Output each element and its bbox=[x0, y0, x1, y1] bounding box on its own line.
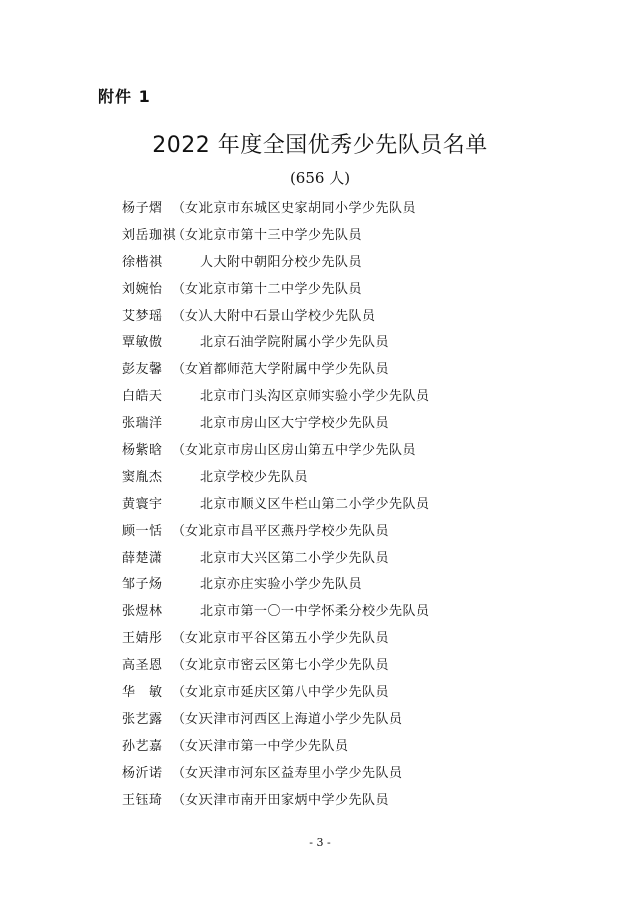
member-school: 天津市河东区益寿里小学少先队员 bbox=[200, 765, 403, 781]
list-item bbox=[122, 707, 430, 734]
member-count: (656 人) bbox=[289, 169, 351, 187]
list-item bbox=[122, 761, 430, 788]
member-name: 王钰琦 bbox=[122, 792, 163, 808]
member-name: 张瑞洋 bbox=[122, 416, 163, 432]
member-gender bbox=[172, 250, 200, 277]
member-name: 高圣恩 bbox=[122, 658, 163, 674]
member-name: 孙艺嘉 bbox=[122, 738, 163, 754]
member-name: 彭友馨 bbox=[122, 362, 163, 378]
member-school: 首都师范大学附属中学少先队员 bbox=[200, 362, 390, 378]
member-gender: （女） bbox=[172, 281, 212, 297]
member-gender bbox=[172, 599, 200, 626]
member-school: 北京市第一〇一中学怀柔分校少先队员 bbox=[200, 604, 430, 620]
member-school: 北京市房山区大宁学校少先队员 bbox=[200, 416, 390, 432]
member-school: 北京石油学院附属小学少先队员 bbox=[200, 335, 390, 351]
member-school: 北京市密云区第七小学少先队员 bbox=[200, 658, 390, 674]
list-item bbox=[122, 546, 430, 573]
member-gender: （女） bbox=[172, 201, 212, 216]
member-school: 北京市顺义区牛栏山第二小学少先队员 bbox=[200, 496, 430, 512]
member-name: 顾一恬 bbox=[122, 523, 163, 539]
member-name: 刘岳珈祺 bbox=[122, 227, 177, 243]
list-item bbox=[122, 465, 430, 492]
member-school: 人大附中朝阳分校少先队员 bbox=[200, 254, 363, 270]
list-item bbox=[122, 653, 430, 680]
list-item bbox=[122, 196, 430, 223]
member-school: 天津市南开田家炳中学少先队员 bbox=[200, 792, 390, 808]
member-school: 北京学校少先队员 bbox=[200, 469, 309, 485]
member-name: 薛楚潇 bbox=[122, 550, 163, 566]
member-list bbox=[122, 196, 430, 814]
list-item bbox=[122, 734, 430, 761]
list-item bbox=[122, 411, 430, 438]
member-gender bbox=[172, 546, 200, 573]
member-gender bbox=[172, 384, 200, 411]
member-school: 北京市延庆区第八中学少先队员 bbox=[200, 685, 390, 701]
member-gender bbox=[172, 465, 200, 492]
member-school: 北京市房山区房山第五中学少先队员 bbox=[200, 443, 417, 459]
member-name: 王婧彤 bbox=[122, 631, 163, 647]
member-name: 杨沂诺 bbox=[122, 765, 163, 781]
member-name: 窦胤杰 bbox=[122, 469, 163, 485]
member-gender bbox=[172, 411, 200, 438]
member-name: 杨紫晗 bbox=[122, 443, 163, 459]
member-school: 北京市平谷区第五小学少先队员 bbox=[200, 631, 390, 647]
list-item bbox=[122, 384, 430, 411]
list-item bbox=[122, 277, 430, 304]
member-name: 刘婉怡 bbox=[122, 281, 163, 297]
member-gender bbox=[172, 572, 200, 599]
member-gender: （女） bbox=[172, 443, 212, 459]
list-item bbox=[122, 626, 430, 653]
member-gender: （女） bbox=[172, 631, 212, 647]
member-gender: （女） bbox=[172, 711, 212, 727]
member-name: 邹子炀 bbox=[122, 577, 163, 593]
member-school: 天津市河西区上海道小学少先队员 bbox=[200, 711, 403, 727]
member-gender: （女） bbox=[172, 308, 212, 324]
member-school: 北京市东城区史家胡同小学少先队员 bbox=[200, 201, 417, 216]
attachment-label: 附件 1 bbox=[98, 87, 151, 106]
member-name: 白皓天 bbox=[122, 389, 163, 405]
member-name: 张煜林 bbox=[122, 604, 163, 620]
member-gender: （女） bbox=[172, 685, 212, 701]
member-name: 艾梦瑶 bbox=[122, 308, 163, 324]
member-gender bbox=[172, 330, 200, 357]
member-school: 人大附中石景山学校少先队员 bbox=[200, 308, 376, 324]
member-school: 北京市门头沟区京师实验小学少先队员 bbox=[200, 389, 430, 405]
member-gender: （女） bbox=[172, 523, 212, 539]
list-item bbox=[122, 250, 430, 277]
list-item bbox=[122, 788, 430, 815]
member-school: 北京市大兴区第二小学少先队员 bbox=[200, 550, 390, 566]
member-school: 北京市昌平区燕丹学校少先队员 bbox=[200, 523, 390, 539]
member-name: 徐楷祺 bbox=[122, 254, 163, 270]
member-name: 华 敏 bbox=[122, 685, 163, 701]
member-gender: （女） bbox=[172, 362, 212, 378]
member-name: 杨子熠 bbox=[122, 201, 163, 216]
member-name: 覃敏傲 bbox=[122, 335, 163, 351]
member-gender bbox=[172, 492, 200, 519]
list-item bbox=[122, 492, 430, 519]
list-item bbox=[122, 357, 430, 384]
member-name: 黄寰宇 bbox=[122, 496, 163, 512]
list-item bbox=[122, 572, 430, 599]
member-gender: （女） bbox=[172, 792, 212, 808]
member-gender: （女） bbox=[172, 227, 212, 243]
page-title: 2022 年度全国优秀少先队员名单 bbox=[152, 133, 488, 158]
list-item bbox=[122, 223, 430, 250]
list-item bbox=[122, 304, 430, 331]
member-gender: （女） bbox=[172, 738, 212, 754]
member-school: 北京市第十三中学少先队员 bbox=[200, 227, 363, 243]
list-item bbox=[122, 438, 430, 465]
list-item bbox=[122, 599, 430, 626]
member-gender: （女） bbox=[172, 765, 212, 781]
list-item bbox=[122, 680, 430, 707]
member-school: 北京市第十二中学少先队员 bbox=[200, 281, 363, 297]
list-item bbox=[122, 330, 430, 357]
member-school: 北京亦庄实验小学少先队员 bbox=[200, 577, 363, 593]
list-item bbox=[122, 519, 430, 546]
member-gender: （女） bbox=[172, 658, 212, 674]
member-school: 天津市第一中学少先队员 bbox=[200, 738, 349, 754]
member-name: 张艺露 bbox=[122, 711, 163, 727]
page-number: - 3 - bbox=[309, 836, 331, 849]
